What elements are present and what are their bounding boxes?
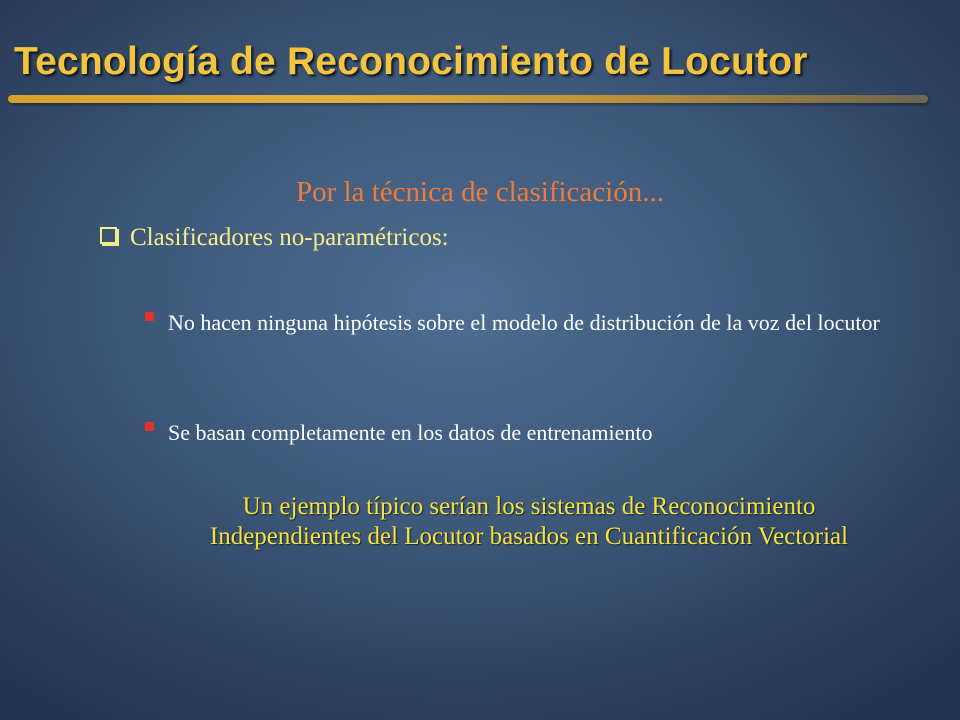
bullet-item: [145, 308, 915, 337]
bullet-item: [145, 418, 652, 447]
square-bullet-icon: [145, 312, 154, 321]
bullet-text: Se basan completamente en los datos de entrenamiento: [168, 420, 653, 445]
example-line-1: Un ejemplo típico serían los sistemas de Reconocimiento: [242, 493, 816, 520]
example-note: [0, 492, 960, 552]
title-underline: [8, 95, 928, 103]
square-bullet-icon: [145, 422, 154, 431]
checkbox-icon: [100, 227, 117, 244]
slide-subtitle: Por la técnica de clasificación...: [296, 176, 664, 208]
example-line-2: Independientes del Locutor basados en Cuantificación Vectorial: [209, 523, 849, 550]
slide-title: Tecnología de Reconocimiento de Locutor: [14, 40, 808, 83]
bullet-text: No hacen ninguna hipótesis sobre el modelo de distribución de la voz del locutor: [168, 310, 880, 335]
section-label: Clasificadores no-paramétricos:: [130, 224, 449, 251]
section-bullet: [100, 224, 449, 252]
